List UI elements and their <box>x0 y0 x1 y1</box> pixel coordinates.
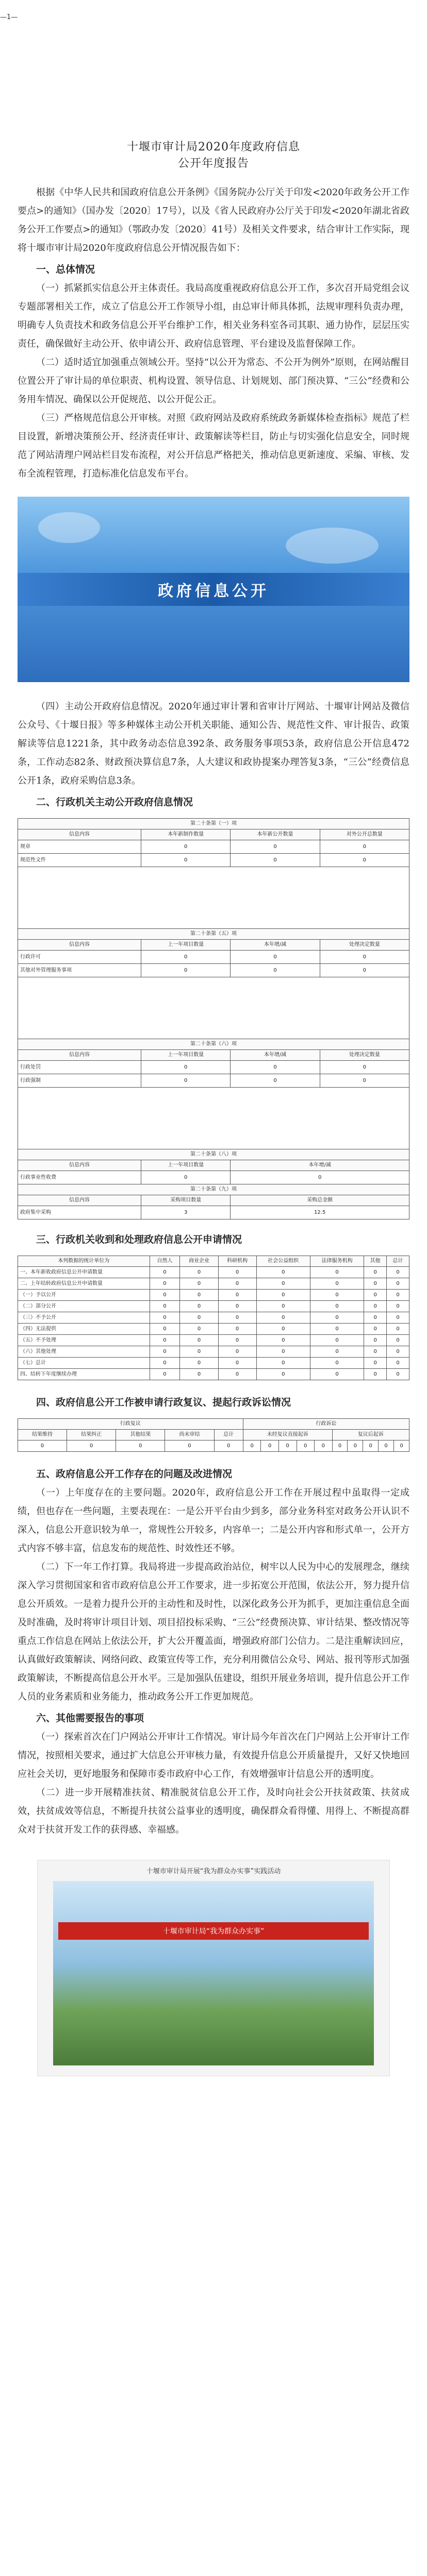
table-header: 其他结果 <box>116 1430 165 1440</box>
table-header: 信息内容 <box>18 940 141 951</box>
application-handling-table <box>18 1256 409 1380</box>
table-cell: 0 <box>141 1061 231 1074</box>
table-cell: 0 <box>256 1324 310 1335</box>
table-cell: 0 <box>180 1301 218 1312</box>
table-cell: 0 <box>387 1301 409 1312</box>
table-cell: 0 <box>310 1267 364 1278</box>
table-cell: 0 <box>214 1440 243 1452</box>
table-cell: 0 <box>364 1335 387 1346</box>
table-cell: （七）总计 <box>18 1358 150 1369</box>
table-cell: 0 <box>231 840 320 854</box>
table-cell: 0 <box>141 840 231 854</box>
table-cell: 0 <box>150 1278 180 1290</box>
table-cell: 0 <box>310 1346 364 1358</box>
table-cell: 0 <box>261 1440 279 1452</box>
table-spacer <box>18 1088 409 1149</box>
table-row <box>18 1171 409 1184</box>
table-cell: 0 <box>364 1369 387 1380</box>
table-cell: 12.5 <box>231 1206 409 1219</box>
table-header: 信息内容 <box>18 829 141 840</box>
table-cell: 0 <box>387 1358 409 1369</box>
table-cell: 0 <box>180 1346 218 1358</box>
table-cell: 四、结转下年度继续办理 <box>18 1369 150 1380</box>
government-info-banner-image <box>18 497 409 682</box>
table-row <box>18 840 409 854</box>
table-cell: 0 <box>256 1369 310 1380</box>
table-header: 上一年项目数量 <box>141 1050 231 1061</box>
table-row <box>18 951 409 964</box>
table-cell: （五）不予处理 <box>18 1335 150 1346</box>
table-cell: 0 <box>150 1290 180 1301</box>
section-heading-5: 五、政府信息公开工作存在的问题及改进情况 <box>36 1468 233 1480</box>
table-header: 商业企业 <box>180 1256 218 1267</box>
table-cell: 0 <box>320 951 409 964</box>
table-cell: 0 <box>387 1312 409 1324</box>
table-header: 未经复议直接起诉 <box>243 1430 332 1440</box>
table-cell: （四）无法提供 <box>18 1324 150 1335</box>
table-cell: 3 <box>141 1206 231 1219</box>
table-cell: （二）部分公开 <box>18 1301 150 1312</box>
table-spacer <box>18 977 409 1039</box>
table-cell: 0 <box>141 1171 231 1184</box>
table-row <box>18 854 409 867</box>
table-cell: 0 <box>150 1358 180 1369</box>
table-cell: （三）不予公开 <box>18 1312 150 1324</box>
table-header: 总计 <box>387 1256 409 1267</box>
table-cell: 0 <box>256 1267 310 1278</box>
table-cell: 0 <box>320 1074 409 1088</box>
table-cell: 0 <box>364 1301 387 1312</box>
table-cell: 二、上年结转政府信息公开申请数量 <box>18 1278 150 1290</box>
photo-banner-text: 十堰市审计局“我为群众办实事” <box>162 1927 265 1936</box>
paragraph-5-2: （二）下一年工作打算。我局将进一步提高政治站位，树牢以人民为中心的发展理念，继续深入学习贯彻国家和省市政府信息公开工作要求，进一步拓宽公开范围，依法公开，努力提升信息公开质效。一是着力提升公开的主动性和及时性，以深化政务公开为抓手，更加注重信息全面及时准确，及时将审计项目计划、项目招投标采购、“三公”经费预决算、审计结果、整改情况等重点工作信息在网站上依法公开，扩大公开覆盖面，增强政府部门公信力。二是注重解读回应，认真做好政策解读、网络问政、政策宣传等工作，充分利用微信公众号、网站、报刊等形式加强政策解读，不断提高信息公开水平。三是加强队伍建设，组织开展业务培训，提升信息公开工作人员的业务素质和业务能力，推动政务公开工作更加规范。 <box>18 1562 409 1702</box>
section-heading-6: 六、其他需要报告的事项 <box>36 1713 144 1724</box>
table-header: 尚未审结 <box>165 1430 214 1440</box>
table-cell: 0 <box>180 1324 218 1335</box>
table-header: 本年增/减 <box>231 940 320 951</box>
active-disclosure-table <box>18 818 409 1219</box>
table-cell: 一、本年新收政府信息公开申请数量 <box>18 1267 150 1278</box>
table-row <box>18 1369 409 1380</box>
table-header: 上一年项目数量 <box>141 1160 231 1171</box>
table-row <box>18 1312 409 1324</box>
table-cell: 0 <box>141 1074 231 1088</box>
photo-image <box>53 1881 374 2065</box>
table-cell: 0 <box>394 1440 409 1452</box>
table-cell: 0 <box>150 1324 180 1335</box>
table-row <box>18 1206 409 1219</box>
table-cell: 0 <box>364 1312 387 1324</box>
table-cell: 0 <box>218 1278 256 1290</box>
table-cell: 0 <box>348 1440 363 1452</box>
table-cell: 0 <box>320 854 409 867</box>
table-cell: 0 <box>320 964 409 977</box>
table-cell: 0 <box>310 1369 364 1380</box>
table-cell: 0 <box>364 1358 387 1369</box>
table-cell: 0 <box>67 1440 116 1452</box>
table-header: 总计 <box>214 1430 243 1440</box>
table-cell: 0 <box>165 1440 214 1452</box>
table-cell: 0 <box>387 1369 409 1380</box>
table-cell: 0 <box>320 840 409 854</box>
table-cell: 0 <box>150 1335 180 1346</box>
table-cell: 行政许可 <box>18 951 141 964</box>
table-cell: 0 <box>180 1335 218 1346</box>
table-cell: 0 <box>141 854 231 867</box>
table-body <box>18 1267 409 1380</box>
table-cell: 0 <box>256 1335 310 1346</box>
table-cell: 0 <box>150 1346 180 1358</box>
table-cell: （六）其他处理 <box>18 1346 150 1358</box>
table-cell: 0 <box>150 1312 180 1324</box>
photo-caption: 十堰市审计局开展“我为群众办实事”实践活动 <box>146 1868 281 1875</box>
table-cell: 0 <box>218 1346 256 1358</box>
table-cell: 0 <box>297 1440 315 1452</box>
table-cell: 行政处罚 <box>18 1061 141 1074</box>
table-cell: 0 <box>379 1440 394 1452</box>
table1-sub3-caption: 第二十条第（八）项 <box>18 1149 409 1160</box>
section-heading-3: 三、行政机关收到和处理政府信息公开申请情况 <box>36 1234 242 1245</box>
table-cell: 规范性文件 <box>18 854 141 867</box>
table-cell: 0 <box>231 951 320 964</box>
paragraph-1-2: （二）适时适宜加强重点领域公开。坚持“以公开为常态、不公开为例外”原则，在网站醒目位置公开了审计局的单位职责、机构设置、领导信息、计划规划、部门预决算、“三公”经费和公务用车情况、确保以公开促规范、以公开促公正。 <box>18 357 409 405</box>
table-cell: 0 <box>256 1346 310 1358</box>
table-cell: 0 <box>218 1312 256 1324</box>
activity-photo <box>37 1860 390 2076</box>
title-block <box>18 0 409 172</box>
table-cell: 0 <box>218 1301 256 1312</box>
table-cell: 0 <box>231 1061 320 1074</box>
paragraph-6-2: （二）进一步开展精准扶贫、精准脱贫信息公开工作，及时向社会公开扶贫政策、扶贫成效，扶贫成效等信息，不断提升扶贫公益事业的透明度，确保群众看得懂、用得上、不断提高群众对于扶贫开发工作的获得感、幸福感。 <box>18 1787 409 1835</box>
table-cell: 0 <box>256 1278 310 1290</box>
table-row <box>18 1061 409 1074</box>
table-cell: 0 <box>218 1267 256 1278</box>
table-cell: 0 <box>387 1290 409 1301</box>
table-cell: 0 <box>387 1278 409 1290</box>
table-cell: 0 <box>180 1369 218 1380</box>
table-cell: 0 <box>231 854 320 867</box>
table-cell: 0 <box>310 1335 364 1346</box>
table-header: 自然人 <box>150 1256 180 1267</box>
table-cell: 0 <box>363 1440 379 1452</box>
review-litigation-table <box>18 1418 409 1452</box>
table-cell: 0 <box>180 1278 218 1290</box>
table-row <box>18 1278 409 1290</box>
table-cell: 0 <box>310 1324 364 1335</box>
table-header: 处理决定数量 <box>320 940 409 951</box>
table-cell: 0 <box>18 1440 67 1452</box>
table1-sub1-caption: 第二十条第（五）项 <box>18 929 409 940</box>
document-subtitle: 公开年度报告 <box>177 157 249 170</box>
table-header: 结果维持 <box>18 1430 67 1440</box>
table-header: 信息内容 <box>18 1160 141 1171</box>
banner-text: 政府信息公开 <box>158 582 269 600</box>
table1-sub4-caption: 第二十条第（九）项 <box>18 1184 409 1195</box>
table-row <box>18 1358 409 1369</box>
table-header: 其他 <box>364 1256 387 1267</box>
table-cell: 0 <box>231 964 320 977</box>
table-header: 采购项目数量 <box>141 1195 231 1206</box>
table-row <box>18 964 409 977</box>
table-row <box>18 1301 409 1312</box>
table-cell: 0 <box>180 1358 218 1369</box>
section-heading-1: 一、总体情况 <box>36 264 95 275</box>
table-header: 行政复议 <box>18 1419 243 1430</box>
table-cell: 行政强制 <box>18 1074 141 1088</box>
table-cell: 0 <box>141 964 231 977</box>
table-cell: 0 <box>364 1324 387 1335</box>
table-cell: 0 <box>387 1267 409 1278</box>
table-cell: 0 <box>364 1278 387 1290</box>
page-number: —1— <box>0 13 18 21</box>
table-cell: 行政事业性收费 <box>18 1171 141 1184</box>
table-cell: （一）予以公开 <box>18 1290 150 1301</box>
table-header: 复议后起诉 <box>332 1430 409 1440</box>
table-cell: 0 <box>218 1358 256 1369</box>
table-header: 社会公益组织 <box>256 1256 310 1267</box>
table-cell: 政府集中采购 <box>18 1206 141 1219</box>
paragraph-1-1: （一）抓紧抓实信息公开主体责任。我局高度重视政府信息公开工作，多次召开局党组会议专题部署相关工作，成立了信息公开工作领导小组，由总审计师具体抓，法规审理科负责办理，明确专人负责技术和政务信息公开平台维护工作，相关业务科室各司其职、通力协作，层层压实责任，确保做好主动公开、依申请公开、政府信息管理、平台建设及监督保障工作。 <box>18 283 409 349</box>
table-header: 信息内容 <box>18 1050 141 1061</box>
table-header: 科研机构 <box>218 1256 256 1267</box>
table-cell: 0 <box>387 1335 409 1346</box>
section-heading-4: 四、政府信息公开工作被申请行政复议、提起行政诉讼情况 <box>36 1397 291 1408</box>
table-cell: 0 <box>218 1324 256 1335</box>
table-header: 处理决定数量 <box>320 1050 409 1061</box>
paragraph-1-3: （三）严格规范信息公开审核。对照《政府网站及政府系统政务新媒体检查指标》规范了栏目设置，新增决策预公开、经济责任审计、政策解读等栏目，防止与切实强化信息安全，同时规范了网站清理户网站栏目发布流程，对公开信息严格把关，推动信息更新速度、采编、审核、发布全流程管理，打造标准化信息发布平台。 <box>18 413 409 479</box>
table-cell: 0 <box>180 1290 218 1301</box>
table-cell: 0 <box>256 1301 310 1312</box>
banner-stripe <box>18 573 409 606</box>
table-cell: 0 <box>150 1301 180 1312</box>
table-cell: 0 <box>387 1324 409 1335</box>
table-header: 法律服务机构 <box>310 1256 364 1267</box>
table-cell: 0 <box>141 951 231 964</box>
table-cell: 0 <box>180 1267 218 1278</box>
table-cell: 0 <box>116 1440 165 1452</box>
table-cell: 0 <box>364 1346 387 1358</box>
table-header: 本年新公开数量 <box>231 829 320 840</box>
table-row <box>18 1267 409 1278</box>
section-heading-2: 二、行政机关主动公开政府信息情况 <box>36 796 193 808</box>
table-header: 本列数据的统计单位为 <box>18 1256 150 1267</box>
table-row <box>18 1440 409 1452</box>
table1-sub2-caption: 第二十条第（六）项 <box>18 1039 409 1050</box>
table-header: 行政诉讼 <box>243 1419 409 1430</box>
table-row <box>18 1074 409 1088</box>
photo-red-banner <box>58 1922 369 1940</box>
cloud-shape <box>286 528 379 564</box>
table-header: 上一年项目数量 <box>141 940 231 951</box>
table-cell: 0 <box>150 1369 180 1380</box>
table-cell: 0 <box>315 1440 333 1452</box>
table-cell: 0 <box>218 1290 256 1301</box>
table-cell: 0 <box>243 1440 261 1452</box>
intro-paragraph: 根据《中华人民共和国政府信息公开条例》《国务院办公厅关于印发<2020年政务公开工作要点>的通知》（国办发〔2020〕17号），以及《省人民政府办公厅关于印发<2020年湖北省政务公开工作要点>的通知》（鄂政办发〔2020〕41号）及相关文件要求，结合审计工作实际，现将十堰市审计局2020年度政府信息公开情况报告如下： <box>18 187 409 253</box>
table-header: 本年新制作数量 <box>141 829 231 840</box>
table1-caption: 第二十条第（一）项 <box>18 819 409 829</box>
table-row <box>18 1346 409 1358</box>
table-header: 本年增/减 <box>231 1160 409 1171</box>
table-row <box>18 1324 409 1335</box>
table-cell: 0 <box>150 1267 180 1278</box>
table-cell: 0 <box>364 1267 387 1278</box>
paragraph-5-1: （一）上年度存在的主要问题。2020年，政府信息公开工作在开展过程中虽取得一定成绩，但也存在一些问题，主要表现在：一是公开平台由少到多，部分业务科室对政务公开认识不深入，信息公开意识较为单一，常规性公开较多，内容单一；二是公开内容和形式单一，公开方式内容不够丰富，信息发布的规范性、时效性还不够。 <box>18 1487 409 1554</box>
table-cell: 0 <box>364 1290 387 1301</box>
table-cell: 0 <box>310 1301 364 1312</box>
table-cell: 0 <box>278 1440 297 1452</box>
paragraph-6-1: （一）探索首次在门户网站公开审计工作情况。审计局今年首次在门户网站上公开审计工作情况，按照相关要求，通过扩大信息公开审核力量，有效提升信息公开质量提升，又好又快地回应社会关切，更好地服务和保障市委市政府中心工作，有效增强审计信息公开的透明度。 <box>18 1732 409 1780</box>
table-header: 结果纠正 <box>67 1430 116 1440</box>
table-cell: 0 <box>256 1312 310 1324</box>
table-header: 信息内容 <box>18 1195 141 1206</box>
table-header: 对外公开总数量 <box>320 829 409 840</box>
table-cell: 0 <box>387 1346 409 1358</box>
table-cell: 规章 <box>18 840 141 854</box>
table-cell: 0 <box>310 1312 364 1324</box>
table-spacer <box>18 867 409 929</box>
table-cell: 其他对外管理服务事项 <box>18 964 141 977</box>
table-cell: 0 <box>332 1440 348 1452</box>
table-cell: 0 <box>218 1369 256 1380</box>
table-cell: 0 <box>256 1290 310 1301</box>
table-header: 本年增/减 <box>231 1050 320 1061</box>
table-cell: 0 <box>310 1290 364 1301</box>
table-row <box>18 1335 409 1346</box>
paragraph-1-4: （四）主动公开政府信息情况。2020年通过审计署和省审计厅网站、十堰审计网站及微信公众号、《十堰日报》等多种媒体主动公开机关职能、通知公告、规范性文件、审计报告、政策解读等信息1221条，其中政务动态信息392条、政务服务事项53条，政府信息公开信息472条，工作动态82条、财政预决算信息7条，人大建议和政协提案办理答复3条，“三公”经费信息公开1条，政府采购信息3条。 <box>18 701 409 786</box>
cloud-shape <box>38 512 100 543</box>
table-header: 采购总金额 <box>231 1195 409 1206</box>
table-cell: 0 <box>231 1171 409 1184</box>
table-cell: 0 <box>180 1312 218 1324</box>
table-cell: 0 <box>218 1335 256 1346</box>
table-row <box>18 1290 409 1301</box>
table-cell: 0 <box>310 1358 364 1369</box>
table-cell: 0 <box>320 1061 409 1074</box>
table-cell: 0 <box>310 1278 364 1290</box>
table-cell: 0 <box>231 1074 320 1088</box>
document-title: 十堰市审计局2020年度政府信息 <box>127 141 300 154</box>
table-cell: 0 <box>256 1358 310 1369</box>
